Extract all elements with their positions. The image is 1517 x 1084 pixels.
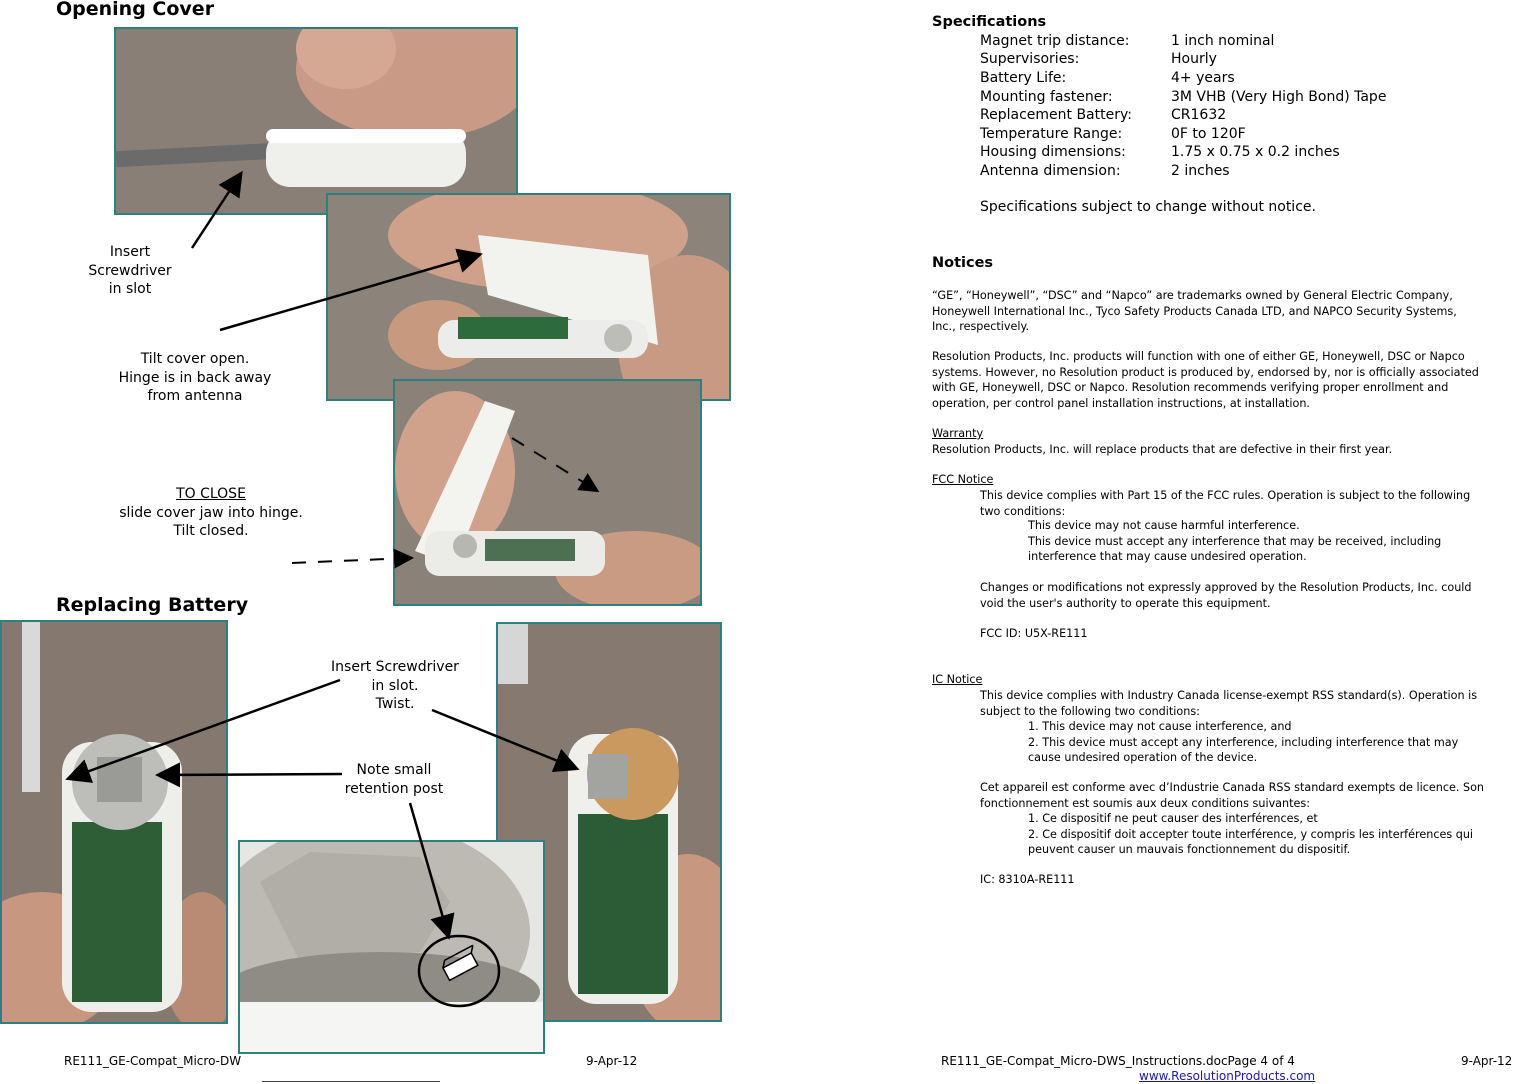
spec-value: 1.75 x 0.75 x 0.2 inches: [1171, 144, 1340, 160]
text-line: 1. Ce dispositif ne peut causer des interférences, et: [1028, 812, 1318, 825]
text-line: This device may not cause harmful interference.: [1028, 519, 1300, 532]
text-line: operation, per control panel installation instructions, at installation.: [932, 396, 1310, 410]
arrow-retention-left: [160, 774, 342, 775]
arrow-close-dashed-1: [292, 558, 410, 563]
spec-value: 4+ years: [1171, 70, 1235, 86]
left-footer-date: 9-Apr-12: [586, 1054, 638, 1068]
warranty-text: Resolution Products, Inc. will replace products that are defective in their first year.: [932, 443, 1393, 456]
left-footer-rule: [262, 1081, 440, 1082]
caption-line: Tilt cover open.: [140, 351, 250, 367]
spec-value: CR1632: [1171, 107, 1227, 123]
arrow-insert: [192, 175, 240, 248]
text-line: void the user's authority to operate this equipment.: [980, 596, 1271, 610]
opening-cover-heading: Opening Cover: [56, 0, 215, 20]
caption-line: in slot: [108, 281, 152, 297]
spec-value: 1 inch nominal: [1171, 33, 1275, 49]
caption-line: Hinge is in back away: [118, 369, 272, 386]
replacing-battery-heading: Replacing Battery: [56, 594, 249, 616]
caption-line: slide cover jaw into hinge.: [119, 504, 303, 521]
text-line: Changes or modifications not expressly approved by the Resolution Products, Inc. could: [980, 581, 1472, 594]
ic-french-intro: [980, 780, 1484, 811]
spec-label: Housing dimensions:: [980, 144, 1126, 160]
text-line: Resolution Products, Inc. products will function with one of either GE, Honeywell, DSC or Napco: [932, 350, 1465, 363]
text-line: Cet appareil est conforme avec d’Industrie Canada RSS standard exempts de licence. Son: [980, 781, 1485, 794]
right-footer-date: 9-Apr-12: [1461, 1054, 1513, 1068]
caption-line: Insert: [109, 244, 151, 260]
caption-line: Tilt closed.: [173, 523, 249, 539]
ic-french-conditions: [1028, 811, 1473, 858]
trademark-paragraph: [932, 288, 1457, 335]
caption-line: Twist.: [375, 696, 415, 712]
text-line: Honeywell International Inc., Tyco Safety Products Canada LTD, and NAPCO Security Systems,: [932, 304, 1457, 318]
spec-label: Supervisories:: [980, 51, 1080, 67]
ic-notice-title: IC Notice: [932, 673, 983, 686]
fcc-intro: [980, 488, 1470, 519]
text-line: 2. Ce dispositif doit accepter toute interférence, y compris les interférences qui: [1028, 827, 1474, 841]
arrow-insert-right: [432, 710, 575, 768]
notices-heading: Notices: [932, 255, 994, 271]
fcc-changes: [980, 580, 1472, 611]
arrow-insert-left: [70, 680, 340, 778]
spec-label: Antenna dimension:: [980, 163, 1121, 179]
caption-line: in slot.: [371, 677, 419, 694]
text-line: peuvent causer un mauvais fonctionnement du dispositif.: [1028, 843, 1351, 856]
ic-id: IC: 8310A-RE111: [980, 873, 1075, 886]
caption-line: retention post: [344, 780, 444, 797]
spec-label: Replacement Battery:: [980, 107, 1132, 123]
ic-conditions: [1028, 719, 1458, 766]
caption-line: Screwdriver: [88, 262, 172, 279]
text-line: This device complies with Industry Canada license-exempt RSS standard(s). Operation is: [980, 689, 1478, 702]
website-link[interactable]: www.ResolutionProducts.com: [1139, 1069, 1316, 1083]
text-line: two conditions:: [980, 504, 1066, 518]
ic-intro: [980, 688, 1477, 719]
compatibility-paragraph: [932, 349, 1479, 411]
text-line: cause undesired operation of the device.: [1028, 751, 1258, 764]
fcc-conditions: [1028, 518, 1441, 565]
arrow-retention-down: [410, 803, 448, 935]
text-line: 2. This device must accept any interference, including interference that may: [1028, 735, 1459, 749]
text-line: subject to the following two conditions:: [980, 704, 1200, 718]
spec-label: Temperature Range:: [980, 126, 1123, 142]
fcc-id: FCC ID: U5X-RE111: [980, 627, 1088, 640]
left-footer-doc: RE111_GE-Compat_Micro-DW: [64, 1054, 242, 1068]
spec-value: 0F to 120F: [1171, 126, 1246, 142]
spec-value: 3M VHB (Very High Bond) Tape: [1171, 89, 1387, 105]
text-line: interference that may cause undesired operation.: [1028, 550, 1307, 563]
spec-label: Magnet trip distance:: [980, 33, 1130, 49]
spec-label: Battery Life:: [980, 70, 1067, 86]
arrow-close-dashed-2: [512, 438, 596, 490]
specifications-heading: Specifications: [932, 14, 1047, 30]
text-line: This device must accept any interference that may be received, including: [1028, 534, 1442, 548]
text-line: This device complies with Part 15 of the FCC rules. Operation is subject to the following: [980, 489, 1471, 502]
spec-value: 2 inches: [1171, 163, 1230, 179]
caption-line: Note small: [356, 762, 432, 778]
caption-close-title: TO CLOSE: [176, 486, 246, 502]
text-line: with GE, Honeywell, DSC or Napco. Resolution recommends verifying proper enrollment and: [932, 381, 1449, 394]
text-line: 1. This device may not cause interference, and: [1028, 720, 1292, 733]
caption-line: from antenna: [147, 388, 243, 404]
warranty-title: Warranty: [932, 427, 984, 440]
text-line: fonctionnement est soumis aux deux conditions suivantes:: [980, 796, 1310, 810]
spec-label: Mounting fastener:: [980, 89, 1113, 105]
text-line: Inc., respectively.: [932, 320, 1030, 333]
arrow-tilt: [220, 255, 478, 330]
text-line: systems. However, no Resolution product is produced by, endorsed by, nor is officially associated: [932, 365, 1479, 379]
retention-post-icon: [440, 945, 482, 980]
spec-value: Hourly: [1171, 51, 1217, 67]
caption-line: Insert Screwdriver: [331, 659, 459, 675]
fcc-notice-title: FCC Notice: [932, 473, 994, 486]
specs-change-note: Specifications subject to change without notice.: [980, 199, 1316, 215]
right-footer-doc: RE111_GE-Compat_Micro-DWS_Instructions.docPage 4 of 4: [941, 1054, 1295, 1068]
text-line: “GE”, “Honeywell”, “DSC” and “Napco” are trademarks owned by General Electric Company,: [932, 289, 1453, 302]
